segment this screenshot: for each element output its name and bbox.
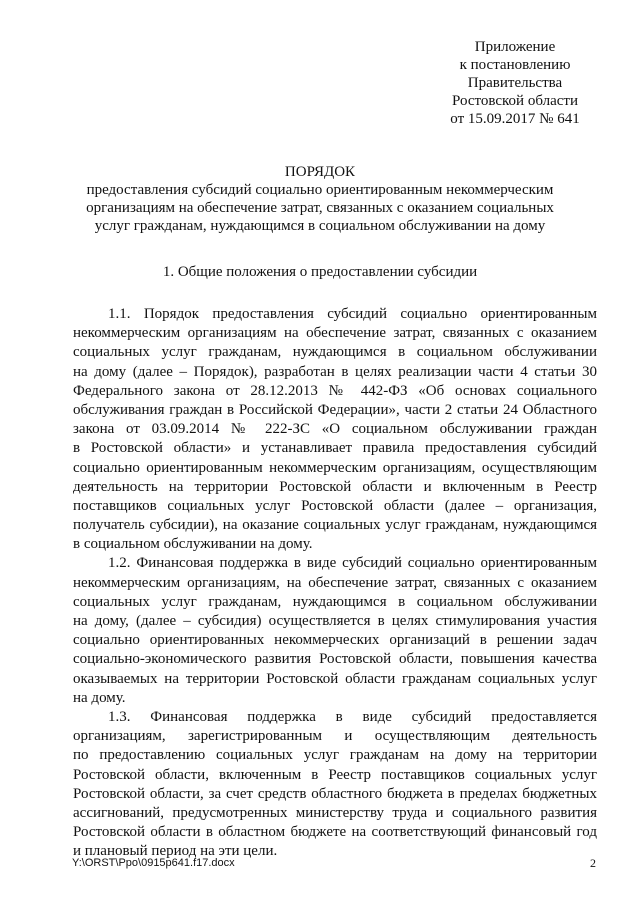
subtitle-line: предоставления субсидий социально ориентированным некоммерческим <box>86 182 554 198</box>
body-line: Федерального закона от 28.12.2013 № 442-ФЗ «Об основах социального <box>73 382 597 399</box>
body-line: 1.3. Финансовая поддержка в виде субсидий предоставляется <box>108 708 597 725</box>
body-line: социально ориентированным некоммерческим организациям, осуществляющим <box>73 459 597 476</box>
footer-file-path: Y:\ORST\Ppo\0915p641.f17.docx <box>72 857 235 869</box>
appendix-line: Правительства <box>467 75 563 91</box>
body-line: Ростовской области, включенным в Реестр поставщиков социальных услуг <box>73 766 597 783</box>
body-line: социально-экономического развития Ростовской области, повышения качества <box>73 651 597 668</box>
body-line: организациям, зарегистрированным и осуществляющим деятельность <box>73 728 597 745</box>
subtitle-line: организациям на обеспечение затрат, связанных с оказанием социальных <box>86 200 554 216</box>
subtitle-line: услуг гражданам, нуждающимся в социальном обслуживании на дому <box>94 218 546 234</box>
body-line: поставщиков социальных услуг Ростовской области (далее – организация, <box>73 497 597 514</box>
body-line: социальных услуг гражданам, нуждающимся в социальном обслуживании <box>73 344 597 361</box>
body-line: закона от 03.09.2014 № 222-ЗС «О социальном обслуживании граждан <box>73 421 597 438</box>
body-line: социально ориентированных некоммерческих организаций в решении задач <box>73 632 597 649</box>
appendix-line: Приложение <box>474 39 556 55</box>
body-line: получатель субсидии), на оказание социальных услуг гражданам, нуждающимся <box>73 517 597 534</box>
body-line: по предоставлению социальных услуг гражданам на дому на территории <box>73 747 597 764</box>
document-subtitle <box>80 181 560 235</box>
body-line: 1.2. Финансовая поддержка в виде субсидий социально ориентированным <box>108 555 597 572</box>
body-line: 1.1. Порядок предоставления субсидий социально ориентированным <box>108 306 597 322</box>
appendix-line: Ростовской области <box>452 93 578 109</box>
body-line: на дому (далее – Порядок), разработан в целях реализации части 4 статьи 30 <box>73 363 597 380</box>
appendix-block <box>420 38 610 128</box>
document-title: ПОРЯДОК <box>284 164 356 180</box>
body-line: социальных услуг гражданам, нуждающимся в социальном обслуживании <box>73 593 597 610</box>
body-line: оказываемых на территории Ростовской области гражданам социальных услуг <box>73 670 597 687</box>
body-line: на дому, (далее – субсидия) осуществляется в целях стимулирования участия <box>73 613 597 629</box>
page-number: 2 <box>590 856 596 870</box>
body-line: деятельность на территории Ростовской области и включенным в Реестр <box>73 478 597 495</box>
appendix-line: от 15.09.2017 № 641 <box>450 111 580 127</box>
body-line: в Ростовской области» и устанавливает правила предоставления субсидий <box>73 440 597 457</box>
body-line: и плановый период на эти цели. <box>73 843 278 860</box>
body-line: некоммерческим организациям, на обеспечение затрат, связанных с оказанием <box>73 574 597 591</box>
section-heading: 1. Общие положения о предоставлении субсидии <box>162 264 478 280</box>
body-line: обслуживания граждан в Российской Федерации», части 2 статьи 24 Областного <box>73 401 597 418</box>
appendix-line: к постановлению <box>459 57 571 73</box>
body-line: некоммерческим организациям на обеспечение затрат, связанных с оказанием <box>73 325 597 342</box>
body-text <box>73 305 597 861</box>
body-line: на дому. <box>73 689 126 706</box>
body-line: в социальном обслуживании на дому. <box>73 536 313 553</box>
body-line: ассигнований, предусмотренных министерству труда и социального развития <box>73 804 597 821</box>
body-line: Ростовской области в областном бюджете на соответствующий финансовый год <box>73 824 597 841</box>
body-line: Ростовской области, за счет средств областного бюджета в пределах бюджетных <box>73 785 597 802</box>
